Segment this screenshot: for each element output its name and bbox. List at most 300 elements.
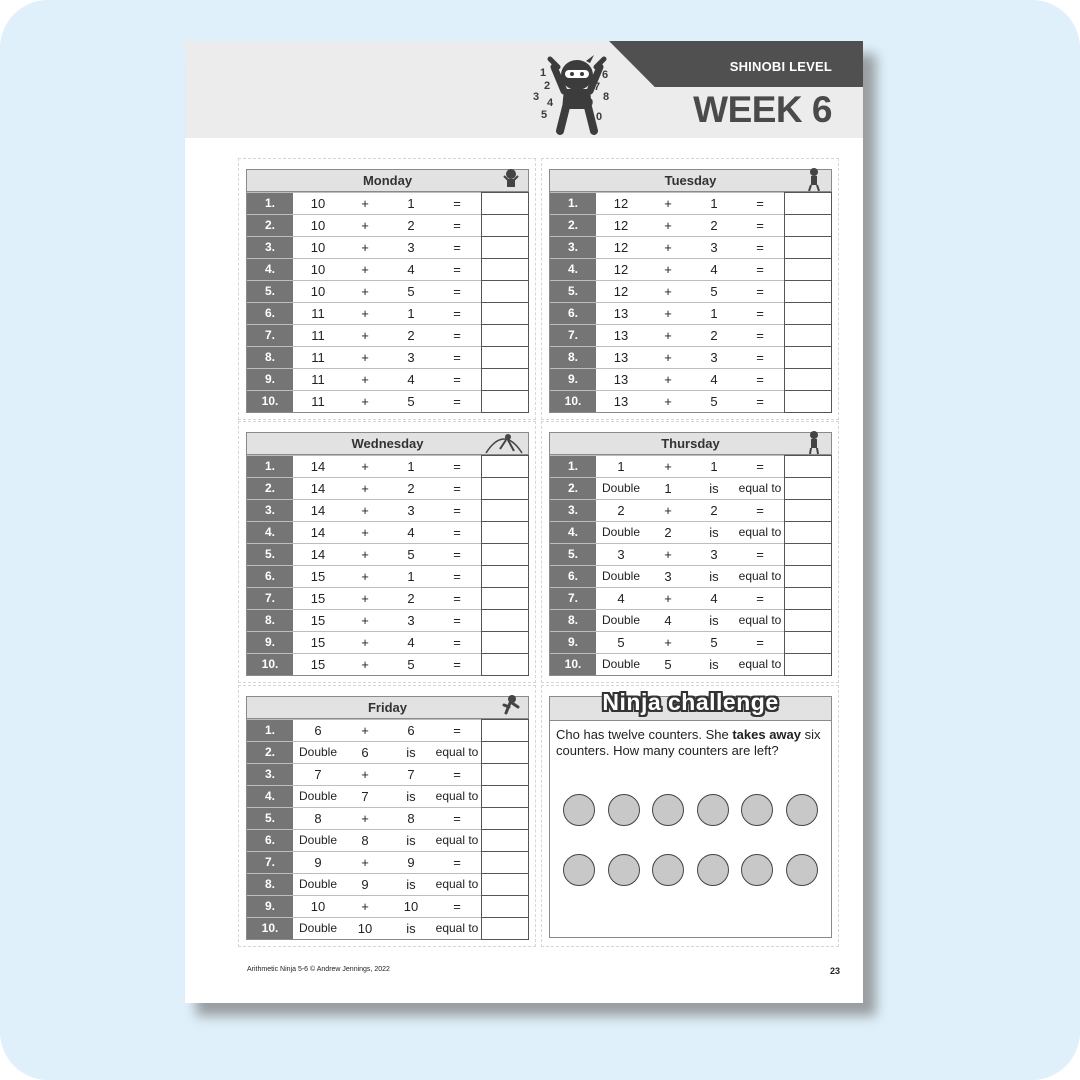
answer-box[interactable]: [784, 521, 832, 544]
equation-part: 1: [617, 459, 625, 474]
mascot-digit: 6: [602, 69, 609, 81]
answer-box[interactable]: [481, 302, 529, 325]
table-row: [550, 280, 831, 302]
equation-part: =: [453, 855, 461, 870]
counter-circle: [741, 794, 773, 826]
equation-part: =: [453, 394, 461, 409]
equation-part: =: [453, 218, 461, 233]
table-row: [550, 192, 831, 214]
equation-part: =: [453, 372, 461, 387]
table-row: [550, 565, 831, 587]
answer-box[interactable]: [481, 631, 529, 654]
equation-part: =: [756, 218, 764, 233]
table-row: [247, 302, 528, 324]
equation-part: 3: [664, 569, 672, 584]
question-number: 9.: [550, 369, 596, 390]
equation-part: =: [756, 284, 764, 299]
question-number: 10.: [550, 654, 596, 675]
mascot-digit: 8: [603, 91, 610, 103]
equation-part: 5: [617, 635, 625, 650]
equation-part: +: [361, 657, 369, 672]
equation-part: 14: [310, 547, 326, 562]
answer-box[interactable]: [784, 302, 832, 325]
equation-part: is: [709, 613, 719, 628]
question-number: 9.: [247, 632, 293, 653]
equation-part: +: [664, 284, 672, 299]
question-number: 1.: [550, 456, 596, 477]
counter-circle: [786, 854, 818, 886]
worksheet-table-wednesday: [246, 432, 529, 676]
question-emphasis: takes away: [732, 727, 801, 742]
question-number: 5.: [247, 544, 293, 565]
equation-part: 4: [617, 591, 625, 606]
answer-box[interactable]: [784, 214, 832, 237]
equation-part: 1: [407, 196, 415, 211]
equation-part: equal to: [738, 525, 782, 539]
table-row: [550, 543, 831, 565]
mascot-digit: 4: [547, 97, 554, 109]
answer-box[interactable]: [784, 477, 832, 500]
equation-part: +: [664, 240, 672, 255]
equation-part: is: [406, 833, 416, 848]
equation-part: =: [756, 503, 764, 518]
equation-part: Double: [601, 525, 641, 539]
equation-part: Double: [298, 877, 338, 891]
answer-box[interactable]: [481, 477, 529, 500]
equation-part: =: [453, 811, 461, 826]
table-row: [550, 653, 831, 675]
table-row: [247, 719, 528, 741]
table-header: [247, 697, 528, 719]
answer-box[interactable]: [784, 631, 832, 654]
equation-part: +: [361, 218, 369, 233]
equation-part: 10: [310, 899, 326, 914]
equation-part: 4: [407, 372, 415, 387]
equation-part: +: [361, 196, 369, 211]
table-row: [247, 236, 528, 258]
mascot-digit: 9: [587, 97, 594, 109]
equation-part: equal to: [435, 833, 479, 847]
question-number: 2.: [247, 478, 293, 499]
equation-part: =: [756, 262, 764, 277]
equation-part: 1: [710, 306, 718, 321]
equation-part: =: [756, 547, 764, 562]
equation-part: is: [406, 921, 416, 936]
day-label: Wednesday: [351, 436, 424, 451]
equation-part: 13: [613, 372, 629, 387]
equation-part: =: [453, 723, 461, 738]
answer-box[interactable]: [784, 653, 832, 676]
challenge-title: Ninja challenge: [602, 689, 779, 715]
question-number: 1.: [247, 193, 293, 214]
equation-part: =: [453, 657, 461, 672]
equation-part: =: [756, 394, 764, 409]
table-row: [247, 455, 528, 477]
equation-part: 2: [710, 503, 718, 518]
answer-box[interactable]: [481, 829, 529, 852]
mascot-digit: 0: [596, 111, 603, 123]
page-header: [185, 41, 863, 138]
table-header: [550, 433, 831, 455]
table-row: [550, 324, 831, 346]
equation-part: 5: [710, 394, 718, 409]
answer-box[interactable]: [481, 192, 529, 215]
equation-part: 3: [617, 547, 625, 562]
equation-part: 15: [310, 657, 326, 672]
equation-part: +: [361, 240, 369, 255]
answer-box[interactable]: [784, 543, 832, 566]
equation-part: =: [756, 328, 764, 343]
equation-part: +: [361, 372, 369, 387]
equation-part: 12: [613, 284, 629, 299]
equation-part: +: [361, 350, 369, 365]
question-number: 8.: [550, 347, 596, 368]
table-row: [247, 477, 528, 499]
question-number: 6.: [550, 303, 596, 324]
question-number: 5.: [247, 808, 293, 829]
counter-circle: [786, 794, 818, 826]
table-row: [550, 477, 831, 499]
equation-part: 15: [310, 591, 326, 606]
equation-part: +: [664, 218, 672, 233]
equation-part: 10: [310, 262, 326, 277]
answer-box[interactable]: [481, 368, 529, 391]
equation-part: +: [361, 503, 369, 518]
answer-box[interactable]: [784, 390, 832, 413]
question-number: 4.: [247, 259, 293, 280]
equation-part: 1: [710, 196, 718, 211]
equation-part: 15: [310, 613, 326, 628]
equation-part: 11: [311, 306, 325, 321]
day-label: Friday: [367, 700, 407, 715]
ninja-doll-icon: [500, 166, 522, 192]
equation-part: is: [709, 525, 719, 540]
equation-part: is: [709, 569, 719, 584]
table-row: [550, 214, 831, 236]
equation-part: =: [453, 262, 461, 277]
answer-box[interactable]: [784, 280, 832, 303]
question-number: 10.: [247, 391, 293, 412]
equation-part: +: [664, 328, 672, 343]
question-number: 1.: [247, 720, 293, 741]
equation-part: +: [361, 899, 369, 914]
equation-part: 4: [710, 591, 718, 606]
table-row: [247, 873, 528, 895]
equation-part: is: [406, 789, 416, 804]
question-number: 6.: [247, 830, 293, 851]
equation-part: 5: [710, 635, 718, 650]
equation-part: 10: [357, 921, 373, 936]
equation-part: 9: [361, 877, 369, 892]
answer-box[interactable]: [481, 587, 529, 610]
equation-part: 14: [310, 503, 326, 518]
table-row: [247, 763, 528, 785]
equation-part: Double: [298, 833, 338, 847]
week-title: WEEK 6: [693, 89, 832, 130]
table-row: [550, 390, 831, 412]
challenge-question: [556, 727, 828, 759]
answer-box[interactable]: [481, 543, 529, 566]
equation-part: 9: [407, 855, 415, 870]
equation-part: 3: [710, 240, 718, 255]
answer-box[interactable]: [481, 785, 529, 808]
equation-part: 1: [710, 459, 718, 474]
answer-box[interactable]: [784, 565, 832, 588]
equation-part: 4: [407, 635, 415, 650]
equation-part: =: [453, 240, 461, 255]
answer-box[interactable]: [481, 258, 529, 281]
equation-part: +: [361, 811, 369, 826]
question-number: 2.: [550, 215, 596, 236]
equation-part: =: [453, 196, 461, 211]
equation-part: 11: [311, 350, 325, 365]
table-row: [550, 346, 831, 368]
equation-part: 7: [361, 789, 369, 804]
question-number: 3.: [550, 237, 596, 258]
answer-box[interactable]: [784, 587, 832, 610]
equation-part: equal to: [738, 657, 782, 671]
answer-box[interactable]: [784, 609, 832, 632]
table-row: [550, 631, 831, 653]
question-number: 6.: [247, 566, 293, 587]
equation-part: +: [361, 569, 369, 584]
answer-box[interactable]: [481, 499, 529, 522]
table-row: [247, 324, 528, 346]
day-label: Thursday: [661, 436, 720, 451]
question-number: 9.: [247, 896, 293, 917]
equation-part: 12: [613, 240, 629, 255]
answer-box[interactable]: [481, 236, 529, 259]
table-row: [550, 236, 831, 258]
answer-box[interactable]: [784, 346, 832, 369]
table-row: [247, 499, 528, 521]
ninja-kick-icon: [500, 693, 522, 719]
table-row: [247, 631, 528, 653]
table-row: [247, 851, 528, 873]
table-row: [550, 455, 831, 477]
equation-part: =: [453, 767, 461, 782]
counter-circle: [563, 794, 595, 826]
question-number: 7.: [247, 588, 293, 609]
equation-part: 2: [407, 218, 415, 233]
equation-part: Double: [601, 481, 641, 495]
mascot-digit: 1: [540, 67, 547, 79]
equation-part: 2: [710, 328, 718, 343]
question-number: 2.: [550, 478, 596, 499]
question-number: 10.: [247, 918, 293, 939]
ninja-standing-icon: [803, 166, 825, 192]
question-text-end: six counters. How many counters are left?: [556, 727, 821, 758]
equation-part: 3: [710, 350, 718, 365]
answer-box[interactable]: [481, 851, 529, 874]
equation-part: +: [664, 350, 672, 365]
day-label: Monday: [362, 173, 413, 188]
equation-part: 10: [310, 240, 326, 255]
table-row: [247, 609, 528, 631]
equation-part: =: [453, 350, 461, 365]
equation-part: 3: [407, 350, 415, 365]
question-number: 9.: [550, 632, 596, 653]
table-row: [247, 895, 528, 917]
equation-part: 5: [407, 284, 415, 299]
equation-part: +: [361, 394, 369, 409]
question-number: 3.: [550, 500, 596, 521]
answer-box[interactable]: [481, 653, 529, 676]
equation-part: 8: [407, 811, 415, 826]
equation-part: +: [361, 547, 369, 562]
question-number: 6.: [247, 303, 293, 324]
equation-part: =: [453, 591, 461, 606]
question-number: 6.: [550, 566, 596, 587]
answer-box[interactable]: [481, 455, 529, 478]
equation-part: +: [361, 328, 369, 343]
table-row: [247, 368, 528, 390]
equation-part: is: [709, 657, 719, 672]
equation-part: 9: [314, 855, 322, 870]
equation-part: +: [664, 372, 672, 387]
equation-part: 2: [617, 503, 625, 518]
table-row: [247, 346, 528, 368]
answer-box[interactable]: [481, 763, 529, 786]
table-row: [550, 609, 831, 631]
equation-part: is: [406, 745, 416, 760]
equation-part: =: [756, 635, 764, 650]
equation-part: 6: [407, 723, 415, 738]
equation-part: +: [664, 306, 672, 321]
equation-part: =: [453, 635, 461, 650]
equation-part: =: [756, 372, 764, 387]
question-number: 7.: [550, 588, 596, 609]
level-label: SHINOBI LEVEL: [729, 59, 832, 74]
answer-box[interactable]: [784, 455, 832, 478]
counter-circle: [652, 794, 684, 826]
equation-part: =: [756, 196, 764, 211]
equation-part: 4: [407, 262, 415, 277]
mascot-digit: 2: [544, 80, 551, 92]
question-number: 8.: [247, 610, 293, 631]
answer-box[interactable]: [784, 499, 832, 522]
answer-box[interactable]: [481, 895, 529, 918]
equation-part: =: [453, 525, 461, 540]
equation-part: 3: [407, 613, 415, 628]
equation-part: Double: [298, 921, 338, 935]
question-number: 4.: [247, 522, 293, 543]
equation-part: +: [361, 525, 369, 540]
answer-box[interactable]: [481, 741, 529, 764]
question-number: 10.: [247, 654, 293, 675]
table-row: [247, 785, 528, 807]
question-number: 7.: [247, 852, 293, 873]
answer-box[interactable]: [481, 565, 529, 588]
table-row: [247, 258, 528, 280]
table-row: [247, 741, 528, 763]
answer-box[interactable]: [481, 719, 529, 742]
ninja-mascot-icon: [532, 51, 622, 136]
counter-circle: [608, 854, 640, 886]
equation-part: +: [664, 196, 672, 211]
answer-box[interactable]: [784, 368, 832, 391]
equation-part: =: [453, 306, 461, 321]
copyright-footer: Arithmetic Ninja 5-6 © Andrew Jennings, 2022: [247, 966, 390, 973]
answer-box[interactable]: [784, 258, 832, 281]
equation-part: +: [361, 262, 369, 277]
equation-part: is: [709, 481, 719, 496]
equation-part: +: [361, 767, 369, 782]
table-row: [247, 587, 528, 609]
equation-part: 11: [311, 372, 325, 387]
equation-part: 13: [613, 328, 629, 343]
equation-part: +: [361, 855, 369, 870]
question-number: 8.: [247, 347, 293, 368]
equation-part: 12: [613, 218, 629, 233]
answer-box[interactable]: [481, 214, 529, 237]
answer-box[interactable]: [481, 807, 529, 830]
equation-part: =: [453, 459, 461, 474]
answer-box[interactable]: [784, 192, 832, 215]
table-row: [247, 829, 528, 851]
answer-box[interactable]: [481, 390, 529, 413]
equation-part: equal to: [435, 921, 479, 935]
equation-part: +: [664, 503, 672, 518]
question-number: 1.: [247, 456, 293, 477]
table-row: [247, 917, 528, 939]
question-number: 5.: [550, 281, 596, 302]
equation-part: =: [756, 459, 764, 474]
equation-part: 13: [613, 350, 629, 365]
equation-part: 8: [361, 833, 369, 848]
equation-part: 10: [310, 196, 326, 211]
question-number: 4.: [247, 786, 293, 807]
answer-box[interactable]: [784, 236, 832, 259]
question-number: 7.: [550, 325, 596, 346]
equation-part: equal to: [435, 789, 479, 803]
equation-part: =: [756, 240, 764, 255]
equation-part: 2: [407, 328, 415, 343]
equation-part: Double: [601, 569, 641, 583]
equation-part: +: [361, 591, 369, 606]
answer-box[interactable]: [481, 873, 529, 896]
answer-box[interactable]: [784, 324, 832, 347]
answer-box[interactable]: [481, 346, 529, 369]
equation-part: 4: [710, 262, 718, 277]
equation-part: =: [756, 306, 764, 321]
question-number: 1.: [550, 193, 596, 214]
equation-part: =: [756, 350, 764, 365]
answer-box[interactable]: [481, 917, 529, 940]
answer-box[interactable]: [481, 521, 529, 544]
table-row: [550, 258, 831, 280]
question-number: 8.: [550, 610, 596, 631]
answer-box[interactable]: [481, 280, 529, 303]
equation-part: =: [756, 591, 764, 606]
ninja-pose-icon: [803, 429, 825, 455]
equation-part: equal to: [738, 613, 782, 627]
challenge-header: [550, 689, 831, 721]
question-number: 3.: [247, 500, 293, 521]
equation-part: 13: [613, 306, 629, 321]
answer-box[interactable]: [481, 609, 529, 632]
equation-part: =: [453, 503, 461, 518]
question-number: 2.: [247, 215, 293, 236]
answer-box[interactable]: [481, 324, 529, 347]
mascot-digit: 5: [541, 109, 548, 121]
equation-part: 4: [664, 613, 672, 628]
equation-part: 2: [407, 591, 415, 606]
question-number: 9.: [247, 369, 293, 390]
equation-part: 3: [407, 503, 415, 518]
equation-part: 7: [314, 767, 322, 782]
table-row: [247, 543, 528, 565]
